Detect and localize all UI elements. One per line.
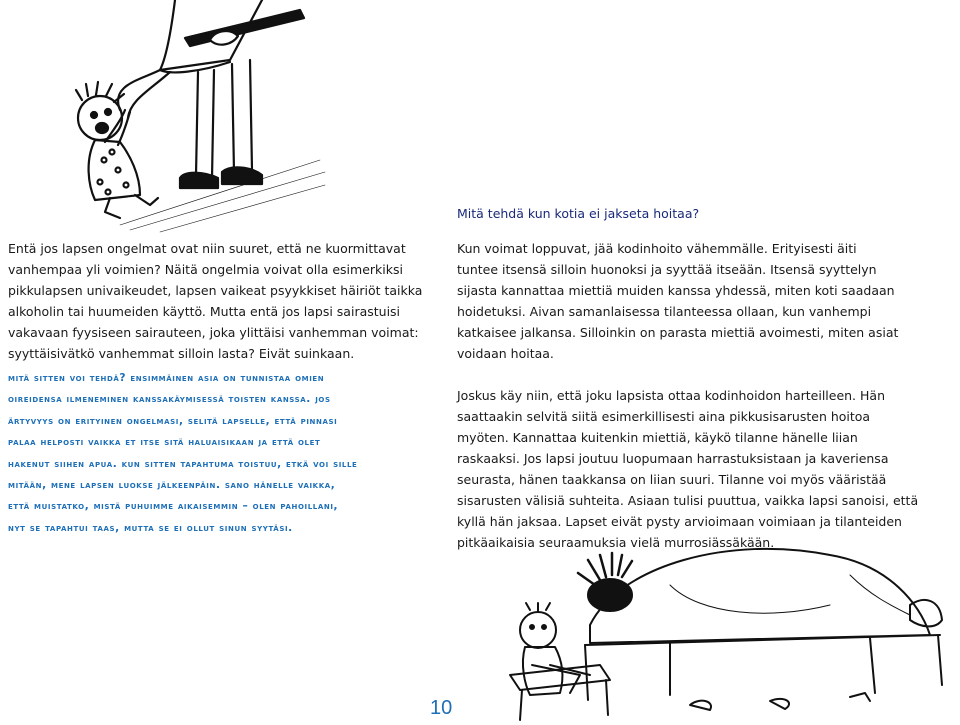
left-highlight-paragraph: mitä sitten voi tehdä? ensimmäinen asia on tunnistaa omien oireidensa ilmeneminen kanssakäymisessä toisten kanssa. jos ärtyvyys on erityinen ongelmasi, selitä lapselle, että pinnasi palaa helposti vaikka et itse sitä haluaisikaan ja että olet hakenut siihen apua. kun sitten tapahtuma toistuu, etkä voi sille mitään, mene lapsen luokse jälkeenpäin. sano hänelle vaikka, että muistatko, mistä puhuimme aikaisemmin – olen pahoillani, nyt se tapahtui taas, mutta se ei ollut sinun syytäsi. bbox=[8, 372, 358, 534]
left-paragraph: Entä jos lapsen ongelmat ovat niin suuret, että ne kuormittavat vanhempaa yli voimien? Näitä ongelmia voivat olla esimerkiksi pikkulapsen univaikeudet, lapsen vaikeat psyykkiset häiriöt taikka alkoholin tai huumeiden käyttö. Mutta entä jos lapsi sairastuisi vakavaan fyysiseen sairauteen, joka ylittäisi vanhemman voimat: syyttäisivätkö vanhemmat silloin lasta? Eivät suinkaan. bbox=[8, 241, 423, 361]
page-number: 10 bbox=[430, 697, 453, 719]
child-tugging-adult-illustration bbox=[0, 0, 330, 235]
right-paragraph-2: Joskus käy niin, että joku lapsista ottaa kodinhoidon harteilleen. Hän saattaakin selvitä siitä esimerkillisesti aina pikkusisarusten hoitoa myöten. Kannattaa kuitenkin miettiä, käykö tilanne hänelle liian raskaaksi. Jos lapsi joutuu luopumaan harrastuksistaan ja kaveriensa seurasta, hänen taakkansa on liian suuri. Tilanne voi myös vääristää sisarusten välisiä suhteita. Asiaan tulisi puuttua, vaikka lapsi sanoisi, että kyllä hän jaksaa. Lapset eivät pysty arvioimaan voimiaan ja tilanteiden pitkäaikaisia seuraamuksia vielä murrosiässäkään. bbox=[457, 388, 919, 550]
right-paragraph-1: Kun voimat loppuvat, jää kodinhoito vähemmälle. Erityisesti äiti tuntee itsensä silloin huonoksi ja syyttää itseään. Itsensä syyttelyn sijasta kannattaa miettiä muiden kanssa yhdessä, miten koti saadaan hoidetuksi. Aivan samanlaisessa tilanteessa ollaan, kun vanhempi katkaisee jalkansa. Silloinkin on parasta miettiä avoimesti, miten asiat voidaan hoitaa. bbox=[457, 241, 899, 361]
left-column bbox=[8, 238, 433, 385]
right-section-heading: Mitä tehdä kun kotia ei jakseta hoitaa? bbox=[457, 206, 700, 221]
right-column bbox=[457, 238, 932, 574]
